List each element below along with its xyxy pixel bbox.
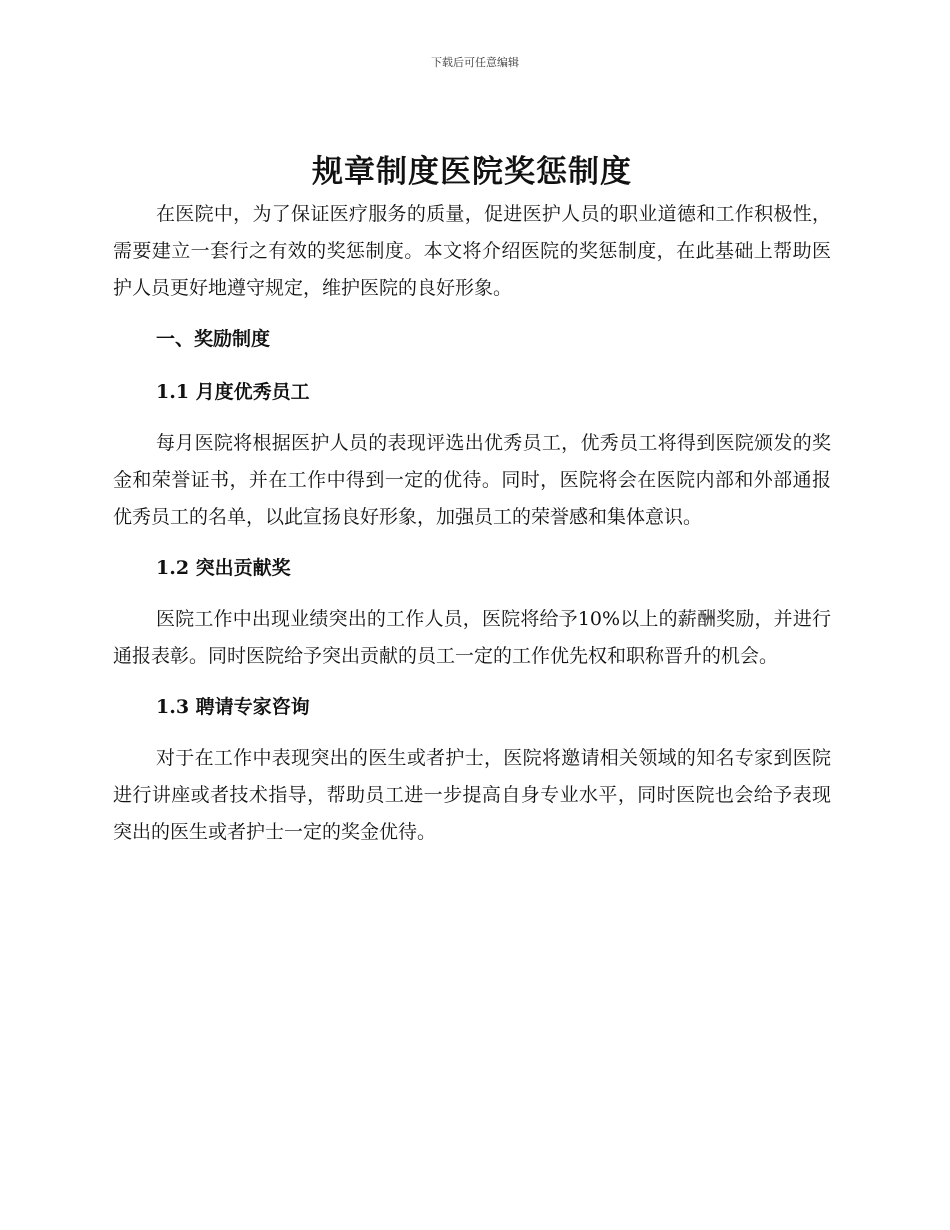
intro-paragraph: 在医院中，为了保证医疗服务的质量，促进医护人员的职业道德和工作积极性，需要建立一套行之有效的奖惩制度。本文将介绍医院的奖惩制度，在此基础上帮助医护人员更好地遵守规定，维护医院的良好形象。 bbox=[113, 203, 831, 299]
document-title: 规章制度医院奖惩制度 bbox=[312, 154, 632, 190]
subsection-heading-monthly-employee: 1.1 月度优秀员工 bbox=[156, 381, 310, 403]
subsection-body-expert-consulting: 对于在工作中表现突出的医生或者护士，医院将邀请相关领域的知名专家到医院进行讲座或者技术指导，帮助员工进一步提高自身专业水平，同时医院也会给予表现突出的医生或者护士一定的奖金优待。 bbox=[113, 747, 831, 843]
header-note: 下载后可任意编辑 bbox=[431, 56, 519, 69]
section-heading-rewards: 一、奖励制度 bbox=[156, 328, 271, 350]
subsection-body-outstanding-contribution: 医院工作中出现业绩突出的工作人员，医院将给予10%以上的薪酬奖励，并进行通报表彰。同时医院给予突出贡献的员工一定的工作优先权和职称晋升的机会。 bbox=[113, 608, 831, 667]
subsection-body-monthly-employee: 每月医院将根据医护人员的表现评选出优秀员工，优秀员工将得到医院颁发的奖金和荣誉证书，并在工作中得到一定的优待。同时，医院将会在医院内部和外部通报优秀员工的名单，以此宣扬良好形象，加强员工的荣誉感和集体意识。 bbox=[113, 432, 831, 528]
subsection-heading-outstanding-contribution: 1.2 突出贡献奖 bbox=[156, 557, 291, 579]
subsection-heading-expert-consulting: 1.3 聘请专家咨询 bbox=[156, 696, 310, 718]
document-content bbox=[113, 150, 831, 865]
